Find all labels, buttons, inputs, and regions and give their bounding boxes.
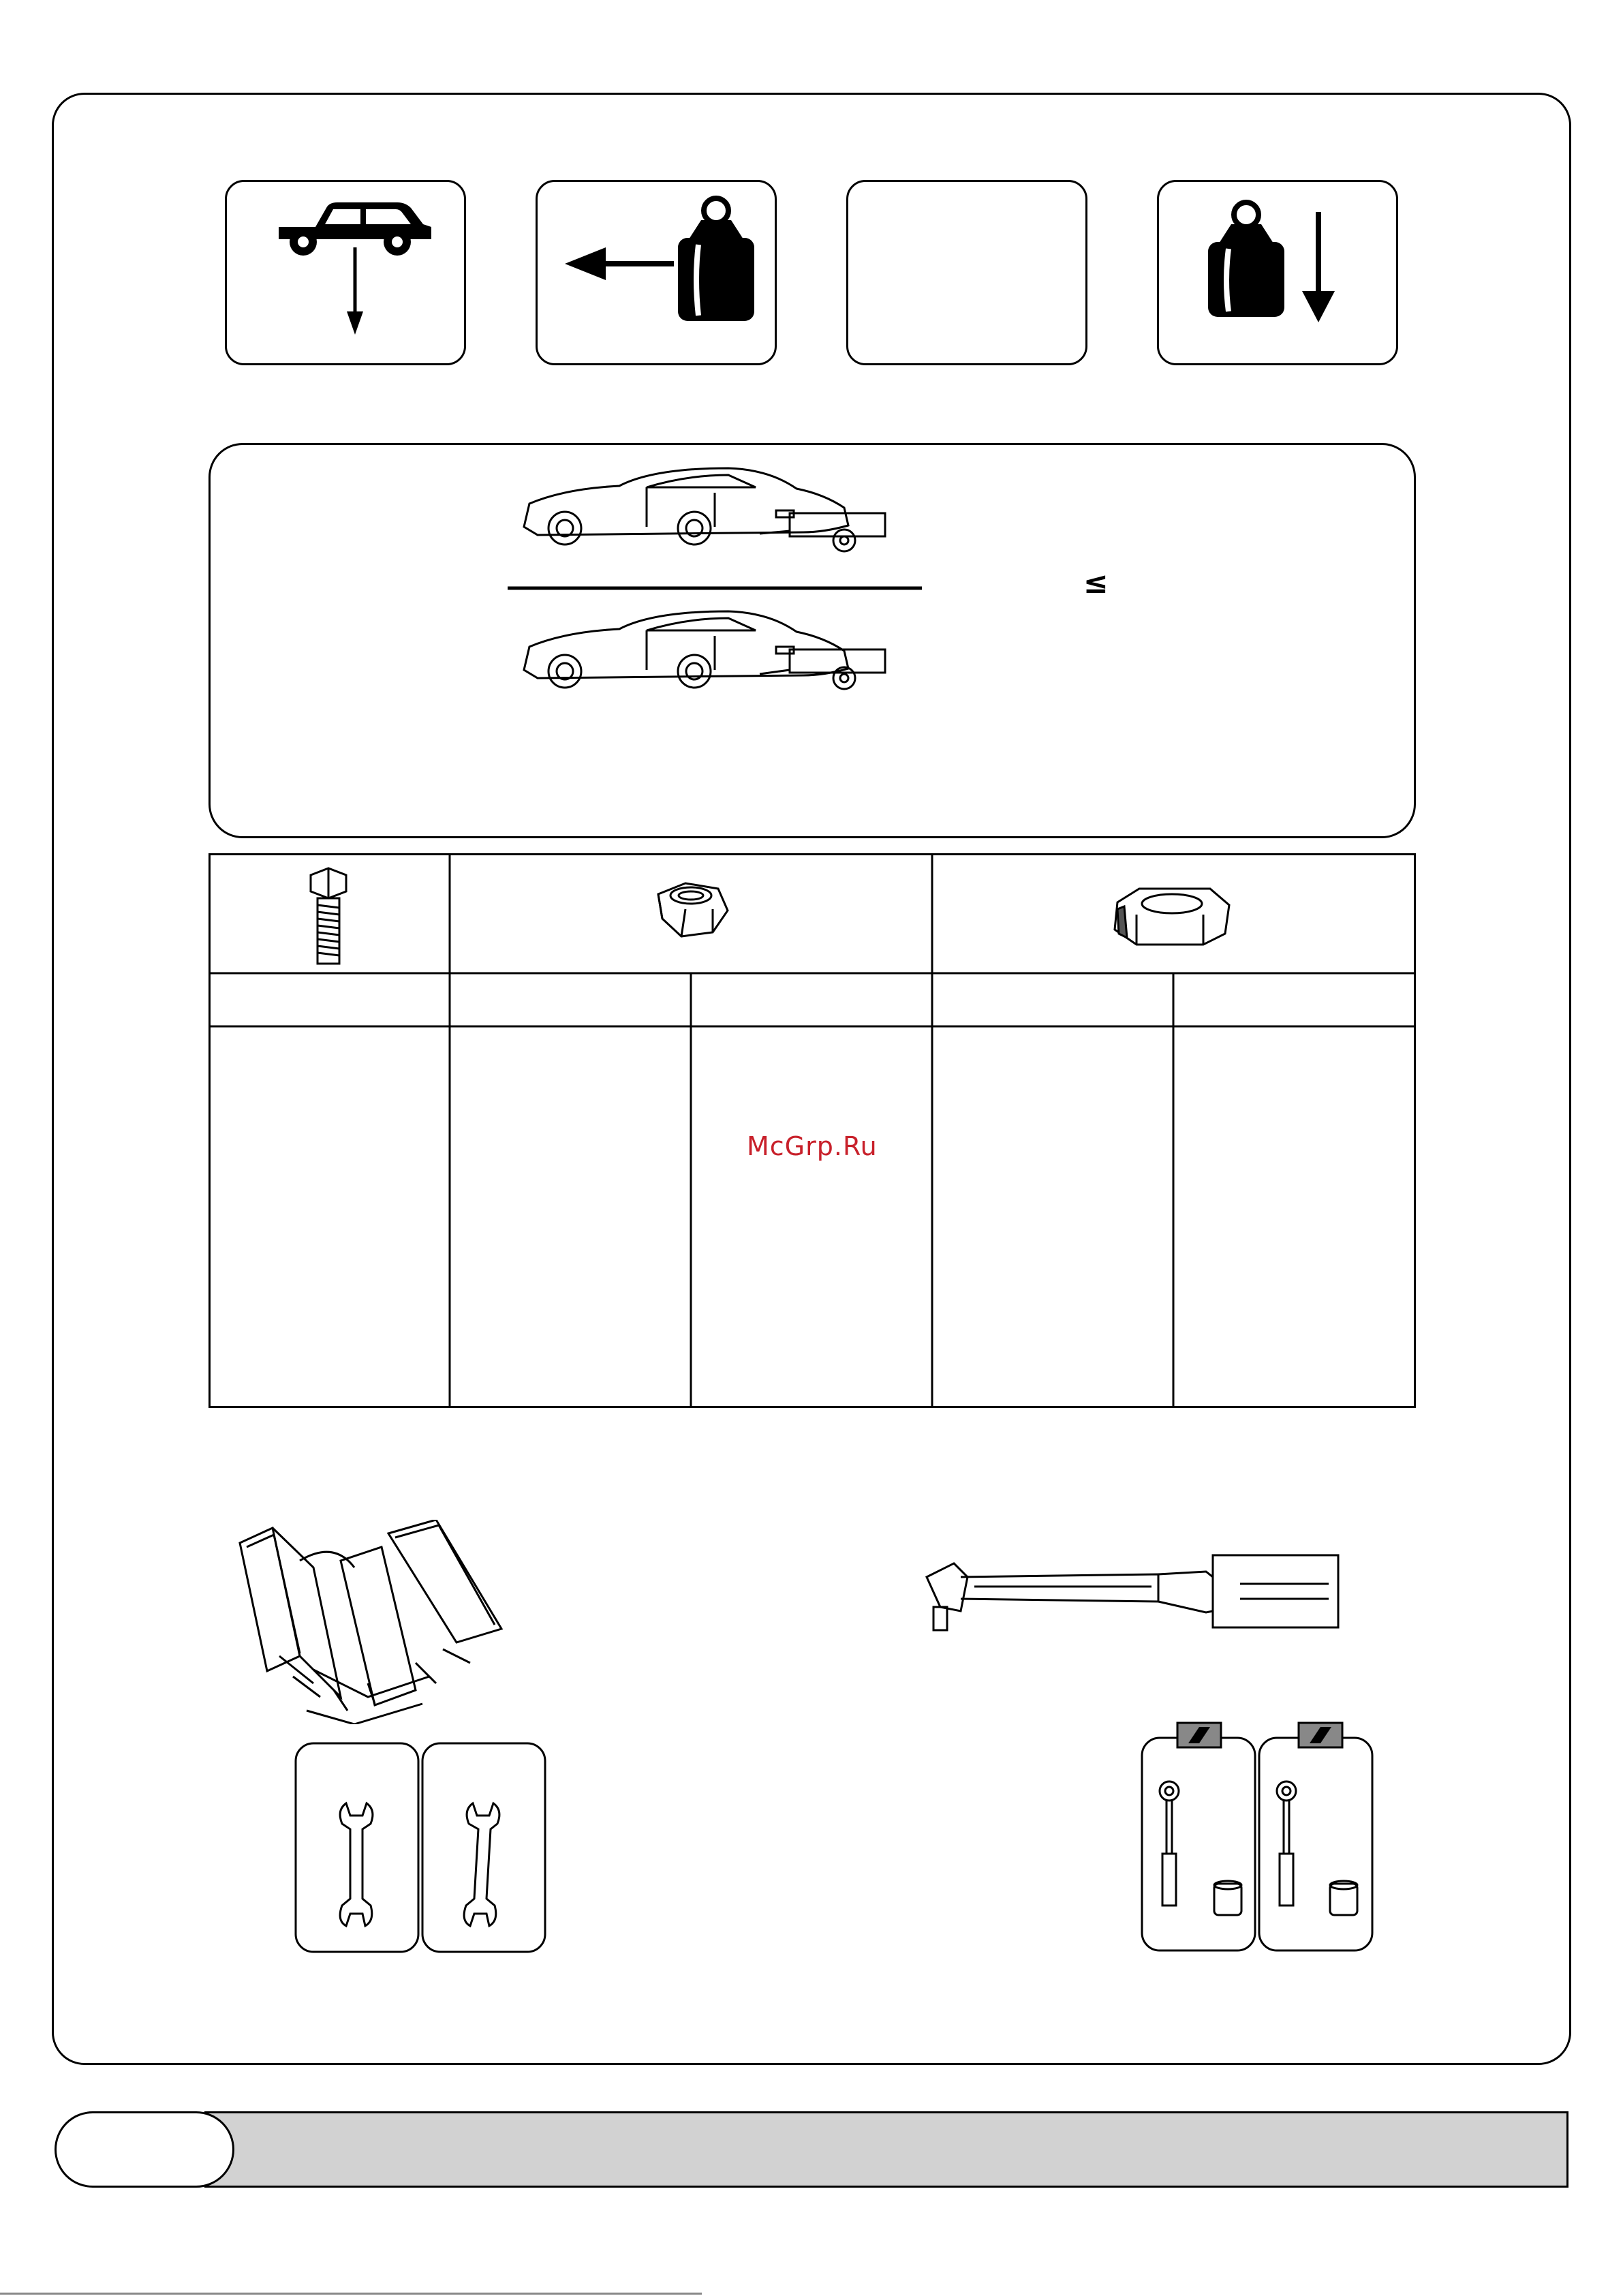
open-end-spanners-icon [294, 1742, 546, 1955]
weight-vertical-load-icon [1157, 180, 1398, 365]
less-or-equal-symbol: ≤ [1083, 566, 1109, 600]
toolbox-icon [232, 1520, 531, 1724]
large-nut-icon [1115, 889, 1229, 945]
formula-box [208, 443, 1416, 838]
footer-bar [204, 2111, 1568, 2188]
car-load-down-icon [225, 180, 466, 365]
socket-wrench-cards-icon [1139, 1717, 1376, 1953]
small-nut-icon [658, 883, 728, 936]
watermark-text: McGrp.Ru [747, 1131, 878, 1161]
weight-horizontal-load-icon [536, 180, 777, 365]
car-with-trailer-top-icon [524, 468, 885, 551]
torque-wrench-icon [920, 1536, 1356, 1652]
bottom-divider [0, 2293, 702, 2295]
torque-table [208, 853, 1416, 1408]
page-number-pill [55, 2111, 234, 2188]
empty-icon [846, 180, 1087, 365]
bolt-icon [311, 868, 346, 964]
car-with-trailer-bottom-icon [524, 611, 885, 689]
